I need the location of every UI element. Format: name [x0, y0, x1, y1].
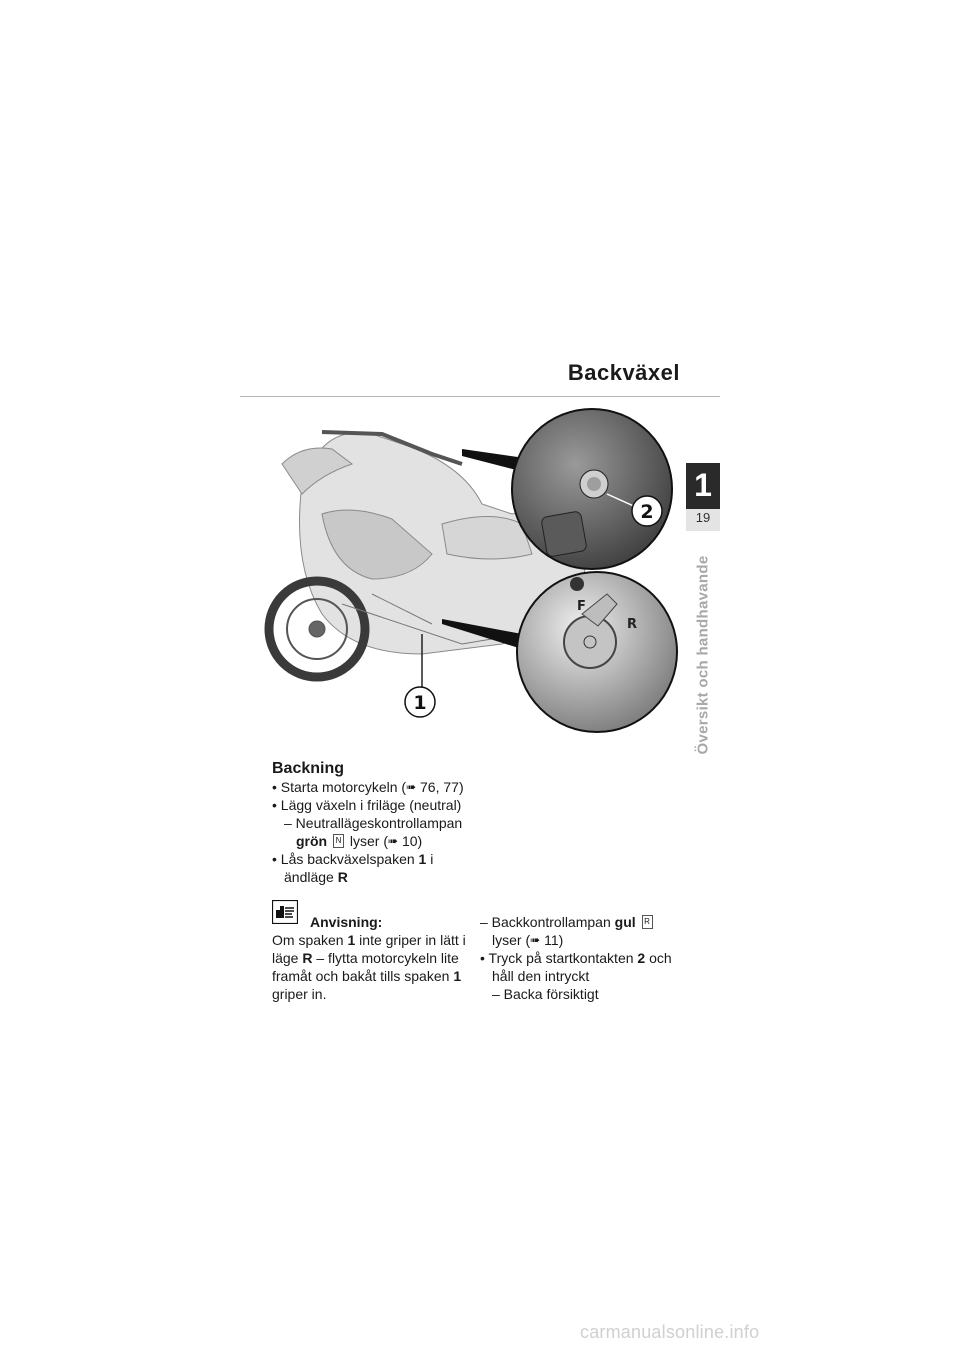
neutral-indicator-icon: N — [333, 834, 344, 848]
step-neutral: • Lägg växeln i friläge (neutral) — [272, 797, 462, 813]
neutral-lamp-line1: – Neutrallägeskontrollampan — [284, 815, 463, 831]
label-f: F — [577, 599, 586, 614]
title-divider — [240, 396, 720, 397]
note-line-2: läge R – flytta motorcykeln lite — [272, 950, 459, 966]
start-switch-inset — [512, 409, 672, 569]
label-r: R — [627, 617, 638, 632]
reverse-indicator-icon: R — [642, 915, 653, 929]
chapter-number: 1 — [694, 467, 712, 503]
section-side-label: Översikt och handhavande — [694, 555, 712, 755]
callout-2-label: 2 — [640, 501, 654, 523]
note-icon — [272, 900, 298, 924]
note-label: Anvisning: — [310, 914, 383, 930]
reverse-lever-inset — [517, 572, 677, 732]
callout-2 — [632, 496, 662, 526]
step-press-start-line1: • Tryck på startkontakten 2 och — [480, 950, 672, 966]
note-line-4: griper in. — [272, 986, 327, 1002]
section-side-label-container — [690, 550, 716, 760]
motorcycle-illustration — [262, 404, 682, 734]
callout-1-label: 1 — [413, 692, 427, 714]
note-line-1: Om spaken 1 inte griper in lätt i — [272, 932, 466, 948]
step-start-motorcycle: • Starta motorcykeln (➠ 76, 77) — [272, 779, 464, 795]
page-ref-arrow-icon: ➠ — [406, 780, 417, 794]
page-ref-arrow-icon: ➠ — [530, 933, 541, 947]
backning-heading: Backning — [272, 760, 345, 777]
page-ref-arrow-icon: ➠ — [388, 834, 399, 848]
watermark: carmanualsonline.info — [580, 1322, 760, 1342]
callout-1 — [405, 687, 435, 717]
step-lock-lever-line2: ändläge R — [284, 869, 348, 885]
neutral-lamp-line2: grön N lyser (➠ 10) — [296, 833, 423, 849]
step-reverse-carefully: – Backa försiktigt — [492, 986, 599, 1002]
reverse-lamp-line1: – Backkontrollampan gul R — [480, 914, 655, 931]
step-lock-lever-line1: • Lås backväxelspaken 1 i — [272, 851, 434, 867]
note-line-3: framåt och bakåt tills spaken 1 — [272, 968, 462, 984]
reverse-lamp-line2: lyser (➠ 11) — [492, 932, 564, 948]
page-title: Backväxel — [567, 360, 680, 385]
step-press-start-line2: håll den intryckt — [492, 968, 590, 984]
page-number: 19 — [695, 510, 711, 525]
